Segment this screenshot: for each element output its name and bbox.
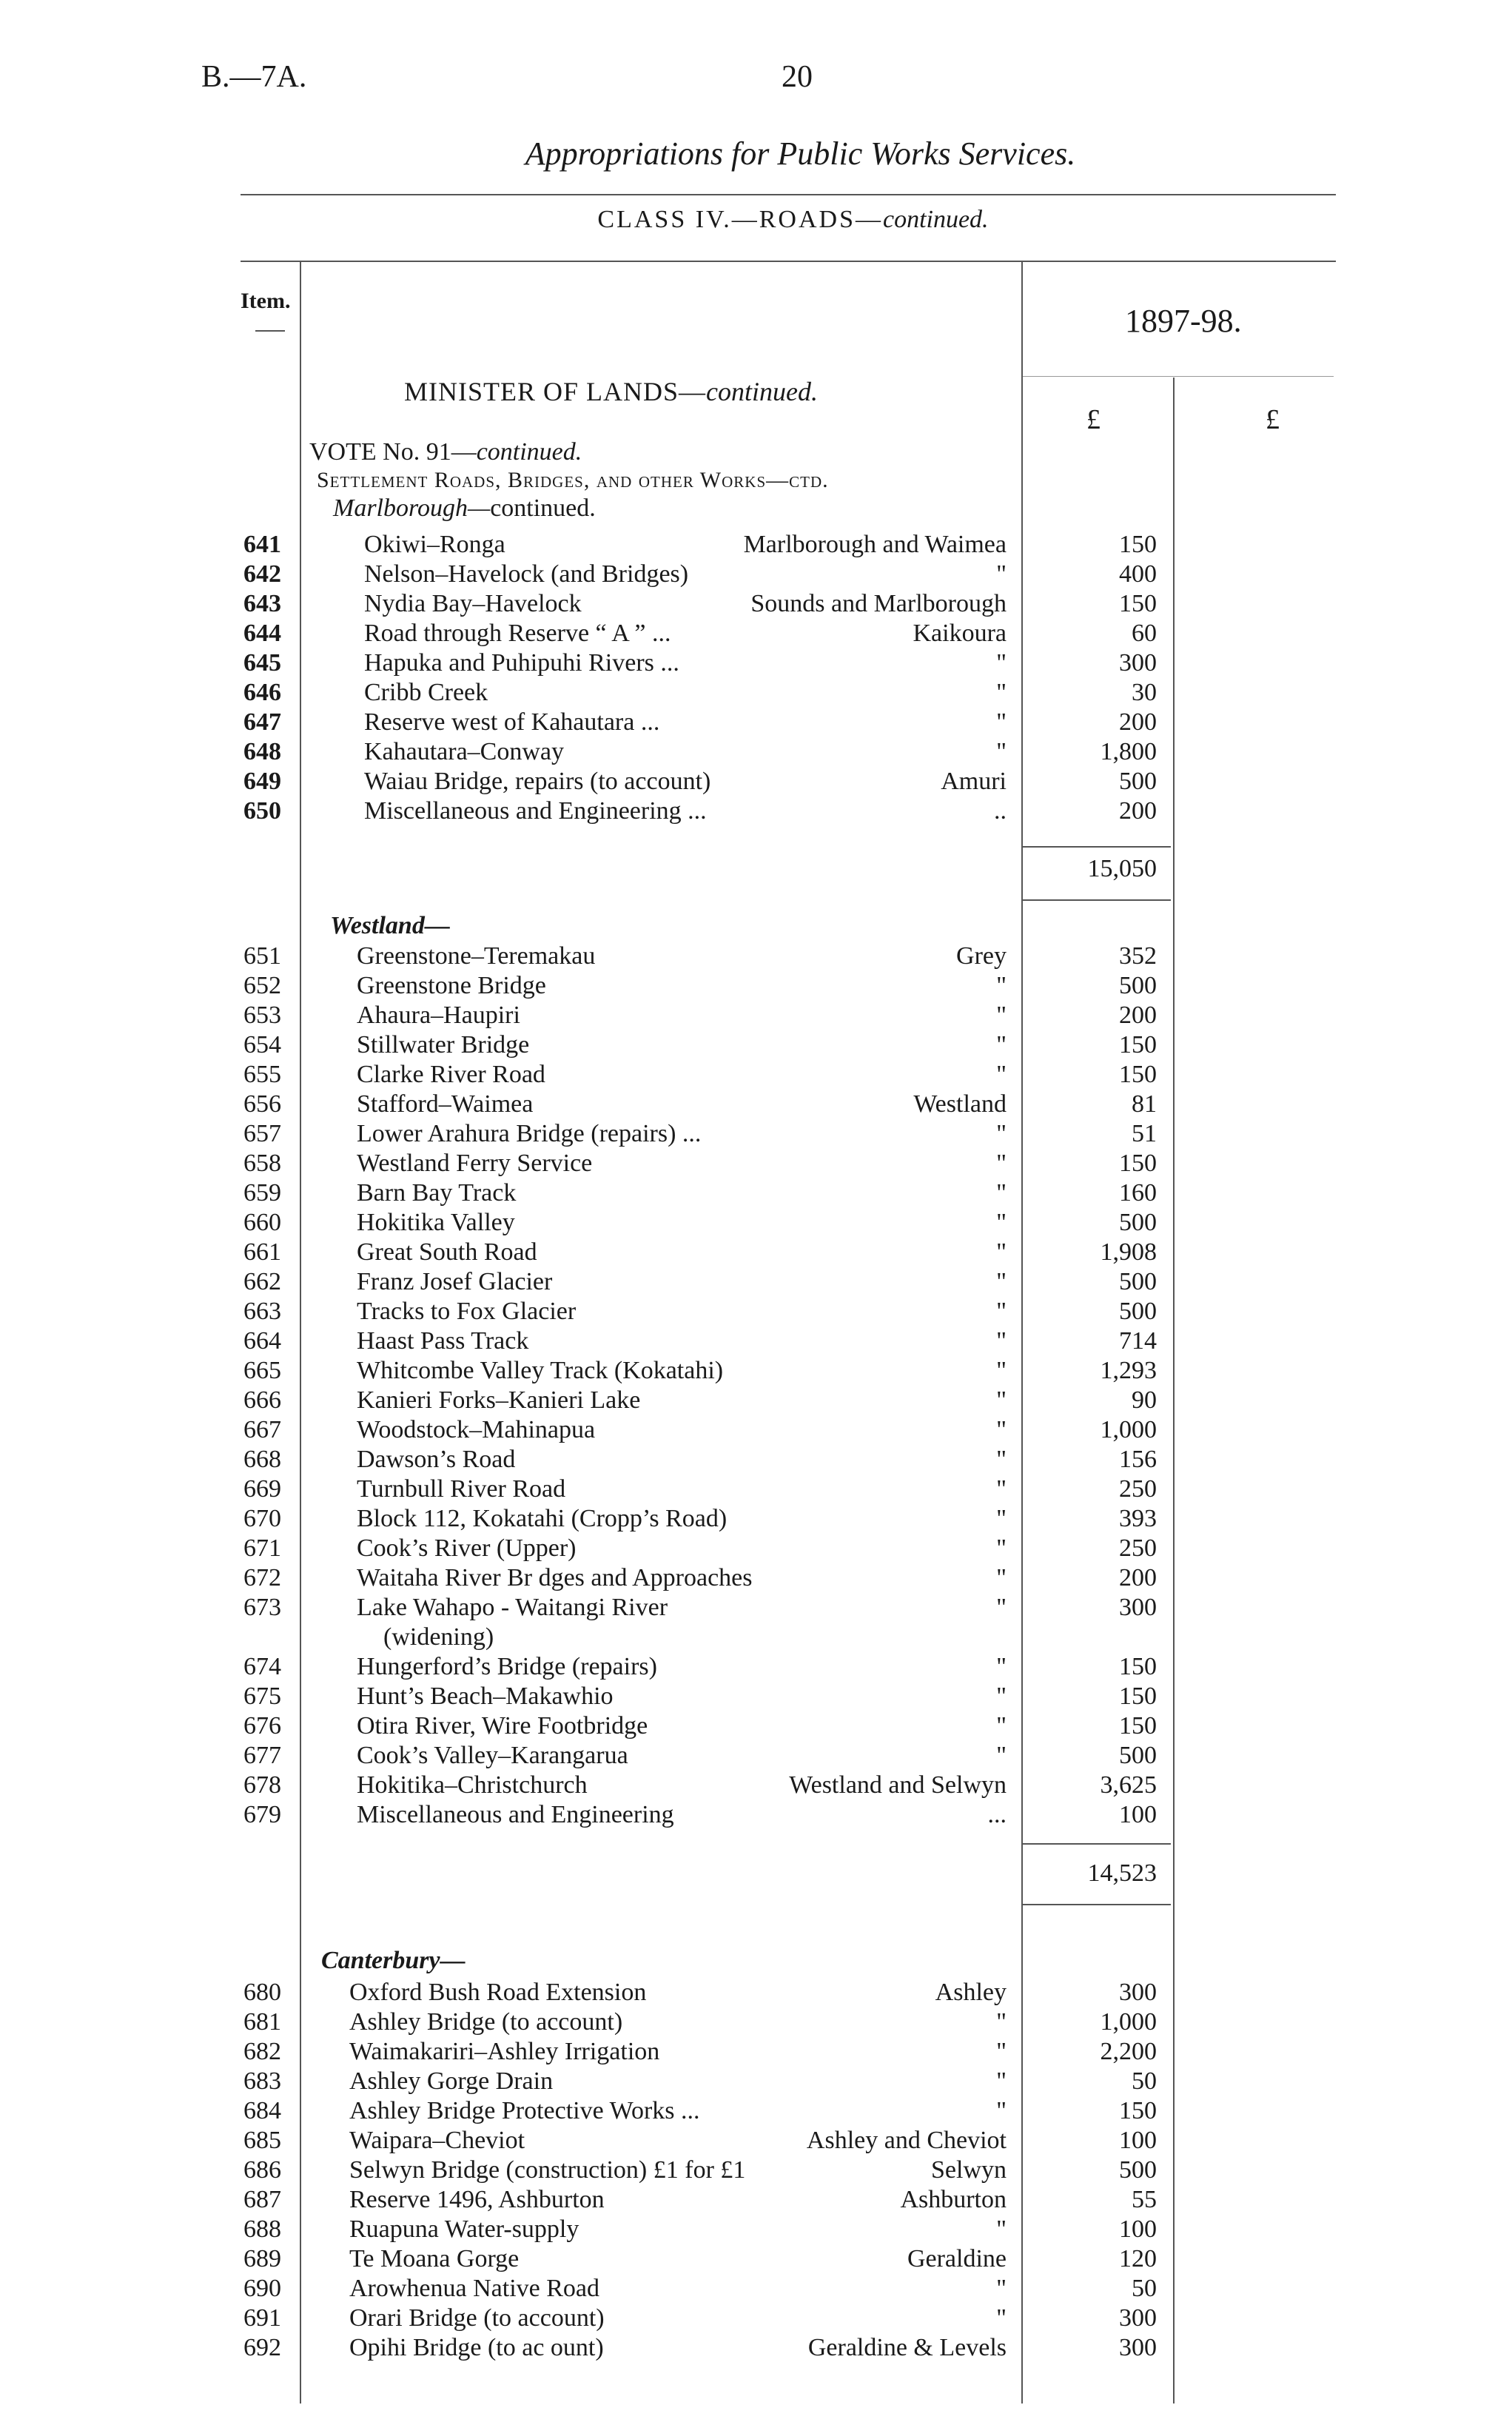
item-number: 666 xyxy=(243,1386,281,1414)
item-number: 670 xyxy=(243,1505,281,1532)
marlborough-label: Marlborough— xyxy=(333,494,491,522)
item-amount: 393 xyxy=(1119,1505,1157,1532)
table-row xyxy=(0,708,1512,737)
item-amount: 1,293 xyxy=(1100,1357,1157,1384)
item-description: Orari Bridge (to account) xyxy=(349,2304,605,2332)
table-row xyxy=(0,589,1512,619)
ministry-name: MINISTER OF LANDS— xyxy=(404,377,707,406)
item-description: Hokitika–Christchurch xyxy=(357,1771,588,1799)
item-number: 690 xyxy=(243,2275,281,2302)
item-number: 676 xyxy=(243,1712,281,1740)
item-number: 678 xyxy=(243,1771,281,1799)
table-row xyxy=(0,1030,1512,1060)
ministry-continued: continued. xyxy=(706,377,818,406)
item-district: " xyxy=(996,1386,1007,1414)
item-district: Westland xyxy=(913,1090,1007,1118)
vote-continued: continued. xyxy=(476,438,582,466)
item-description: Hungerford’s Bridge (repairs) xyxy=(357,1653,657,1680)
item-number: 659 xyxy=(243,1179,281,1207)
item-description: Clarke River Road xyxy=(357,1061,545,1088)
item-district: " xyxy=(996,1031,1007,1059)
item-number: 674 xyxy=(243,1653,281,1680)
item-number: 685 xyxy=(243,2127,281,2154)
item-description: Greenstone–Teremakau xyxy=(357,942,596,970)
table-row xyxy=(0,1297,1512,1326)
item-amount: 90 xyxy=(1132,1386,1157,1414)
item-description: Whitcombe Valley Track (Kokatahi) xyxy=(357,1357,724,1384)
item-number: 680 xyxy=(243,1979,281,2006)
item-district: ... xyxy=(987,1801,1007,1828)
item-district: " xyxy=(996,2008,1007,2036)
ministry-heading xyxy=(404,376,818,407)
item-district: Sounds and Marlborough xyxy=(750,590,1007,617)
table-row xyxy=(0,1711,1512,1741)
year-column-header: 1897-98. xyxy=(1125,303,1242,339)
item-description: Ashley Bridge (to account) xyxy=(349,2008,623,2036)
item-amount: 2,200 xyxy=(1100,2038,1157,2065)
class-rule xyxy=(241,261,1336,262)
table-row xyxy=(0,1178,1512,1208)
item-district: Amuri xyxy=(941,768,1007,795)
item-amount: 200 xyxy=(1119,797,1157,825)
item-district: " xyxy=(996,1061,1007,1088)
item-amount: 30 xyxy=(1132,679,1157,706)
item-description: Franz Josef Glacier xyxy=(357,1268,553,1295)
item-number: 665 xyxy=(243,1357,281,1384)
item-number: 683 xyxy=(243,2067,281,2095)
item-amount: 200 xyxy=(1119,1002,1157,1029)
item-number: 687 xyxy=(243,2186,281,2213)
table-row xyxy=(0,530,1512,560)
item-amount: 50 xyxy=(1132,2067,1157,2095)
item-district: " xyxy=(996,1683,1007,1710)
item-description: Ahaura–Haupiri xyxy=(357,1002,520,1029)
table-row xyxy=(0,1445,1512,1475)
item-description: Miscellaneous and Engineering xyxy=(357,1801,674,1828)
item-number: 682 xyxy=(243,2038,281,2065)
item-amount: 100 xyxy=(1119,2127,1157,2154)
item-head-rule xyxy=(255,330,285,332)
item-district: Grey xyxy=(956,942,1007,970)
item-description: Te Moana Gorge xyxy=(349,2245,520,2272)
item-description: Otira River, Wire Footbridge xyxy=(357,1712,648,1740)
table-row-continuation xyxy=(0,1623,1512,1652)
item-district: " xyxy=(996,1446,1007,1473)
item-description: Cook’s Valley–Karangarua xyxy=(357,1742,628,1769)
item-description: Hapuka and Puhipuhi Rivers ... xyxy=(364,649,679,677)
item-amount: 120 xyxy=(1119,2245,1157,2272)
item-number: 641 xyxy=(243,531,281,558)
item-description: Stillwater Bridge xyxy=(357,1031,530,1059)
item-amount: 352 xyxy=(1119,942,1157,970)
table-row xyxy=(0,1682,1512,1711)
item-amount: 1,800 xyxy=(1100,738,1157,765)
item-amount: 200 xyxy=(1119,1564,1157,1591)
item-number: 660 xyxy=(243,1209,281,1236)
item-number: 644 xyxy=(243,620,281,647)
item-district: Westland and Selwyn xyxy=(789,1771,1007,1799)
item-district: .. xyxy=(994,797,1007,825)
item-amount: 300 xyxy=(1119,649,1157,677)
class-title-main: CLASS IV.—ROADS— xyxy=(597,206,883,233)
item-amount: 150 xyxy=(1119,1712,1157,1740)
item-number: 647 xyxy=(243,708,281,736)
item-amount: 400 xyxy=(1119,560,1157,588)
item-number: 648 xyxy=(243,738,281,765)
item-description: Ashley Gorge Drain xyxy=(349,2067,554,2095)
item-number: 656 xyxy=(243,1090,281,1118)
item-amount: 55 xyxy=(1132,2186,1157,2213)
table-row xyxy=(0,678,1512,708)
table-row xyxy=(0,2037,1512,2067)
item-amount: 250 xyxy=(1119,1534,1157,1562)
item-description: Tracks to Fox Glacier xyxy=(357,1298,577,1325)
item-number: 689 xyxy=(243,2245,281,2272)
item-amount: 100 xyxy=(1119,2215,1157,2243)
table-row xyxy=(0,2304,1512,2333)
item-number: 669 xyxy=(243,1475,281,1503)
item-amount: 150 xyxy=(1119,2097,1157,2124)
item-amount: 300 xyxy=(1119,1979,1157,2006)
item-district: " xyxy=(996,1238,1007,1266)
currency-symbol-2: £ xyxy=(1266,404,1280,435)
item-district: " xyxy=(996,1534,1007,1562)
item-description: Barn Bay Track xyxy=(357,1179,517,1207)
table-row xyxy=(0,1238,1512,1267)
item-number: 655 xyxy=(243,1061,281,1088)
item-description: Hokitika Valley xyxy=(357,1209,515,1236)
item-amount: 150 xyxy=(1119,590,1157,617)
item-number: 691 xyxy=(243,2304,281,2332)
table-row xyxy=(0,1978,1512,2007)
title-rule xyxy=(241,194,1336,195)
item-district: " xyxy=(996,560,1007,588)
marlborough-subtotal-rule xyxy=(1023,846,1171,848)
item-number: 673 xyxy=(243,1594,281,1621)
table-row xyxy=(0,1563,1512,1593)
item-district: " xyxy=(996,1475,1007,1503)
table-row xyxy=(0,2067,1512,2096)
item-amount: 50 xyxy=(1132,2275,1157,2302)
table-row xyxy=(0,737,1512,767)
item-amount: 300 xyxy=(1119,1594,1157,1621)
table-row xyxy=(0,942,1512,971)
item-amount: 150 xyxy=(1119,531,1157,558)
item-district: Ashley and Cheviot xyxy=(806,2127,1007,2154)
item-description: Westland Ferry Service xyxy=(357,1150,593,1177)
item-description: Reserve 1496, Ashburton xyxy=(349,2186,605,2213)
item-district: " xyxy=(996,1712,1007,1740)
item-amount: 300 xyxy=(1119,2304,1157,2332)
item-description: Great South Road xyxy=(357,1238,537,1266)
item-number: 681 xyxy=(243,2008,281,2036)
marlborough-total: 15,050 xyxy=(1087,855,1157,882)
item-district: " xyxy=(996,1298,1007,1325)
item-district: " xyxy=(996,1268,1007,1295)
item-description: Cribb Creek xyxy=(364,679,488,706)
item-description: Cook’s River (Upper) xyxy=(357,1534,577,1562)
table-row xyxy=(0,1090,1512,1119)
item-district: " xyxy=(996,1505,1007,1532)
item-district: Kaikoura xyxy=(913,620,1007,647)
item-district: " xyxy=(996,2275,1007,2302)
item-amount: 500 xyxy=(1119,1209,1157,1236)
item-description: Stafford–Waimea xyxy=(357,1090,534,1118)
item-description: Hunt’s Beach–Makawhio xyxy=(357,1683,614,1710)
item-description: Kanieri Forks–Kanieri Lake xyxy=(357,1386,641,1414)
item-column-header: Item. xyxy=(241,289,291,313)
item-number: 671 xyxy=(243,1534,281,1562)
item-description: Greenstone Bridge xyxy=(357,972,546,999)
item-district: " xyxy=(996,2304,1007,2332)
table-row xyxy=(0,1593,1512,1623)
table-row xyxy=(0,2156,1512,2185)
westland-total-rule xyxy=(1023,1904,1171,1905)
table-row xyxy=(0,2215,1512,2244)
westland-total: 14,523 xyxy=(1087,1859,1157,1887)
westland-subtotal-rule xyxy=(1023,1843,1171,1845)
item-amount: 300 xyxy=(1119,2334,1157,2361)
item-amount: 150 xyxy=(1119,1031,1157,1059)
item-description: Waimakariri–Ashley Irrigation xyxy=(349,2038,660,2065)
item-number: 649 xyxy=(243,768,281,795)
item-district: " xyxy=(996,2038,1007,2065)
table-row xyxy=(0,1208,1512,1238)
item-amount: 150 xyxy=(1119,1061,1157,1088)
item-number: 662 xyxy=(243,1268,281,1295)
table-row xyxy=(0,1534,1512,1563)
item-amount: 60 xyxy=(1132,620,1157,647)
item-description: Nydia Bay–Havelock xyxy=(364,590,582,617)
vote-number: VOTE No. 91— xyxy=(309,438,477,466)
vote-heading xyxy=(309,438,582,466)
table-row xyxy=(0,2096,1512,2126)
table-row xyxy=(0,1060,1512,1090)
westland-heading: Westland— xyxy=(330,912,450,939)
table-row xyxy=(0,1326,1512,1356)
item-description-continued: (widening) xyxy=(383,1623,494,1651)
table-row xyxy=(0,1356,1512,1386)
item-number: 661 xyxy=(243,1238,281,1266)
table-row xyxy=(0,2007,1512,2037)
item-number: 684 xyxy=(243,2097,281,2124)
page-number: 20 xyxy=(782,60,813,94)
table-row xyxy=(0,1771,1512,1800)
item-number: 652 xyxy=(243,972,281,999)
item-amount: 200 xyxy=(1119,708,1157,736)
item-number: 653 xyxy=(243,1002,281,1029)
item-number: 651 xyxy=(243,942,281,970)
item-number: 646 xyxy=(243,679,281,706)
item-amount: 500 xyxy=(1119,768,1157,795)
item-number: 668 xyxy=(243,1446,281,1473)
item-district: " xyxy=(996,679,1007,706)
item-description: Nelson–Havelock (and Bridges) xyxy=(364,560,689,588)
table-row xyxy=(0,619,1512,648)
canterbury-heading: Canterbury— xyxy=(321,1947,466,1974)
item-district: " xyxy=(996,708,1007,736)
item-district: " xyxy=(996,972,1007,999)
table-row xyxy=(0,1149,1512,1178)
item-number: 664 xyxy=(243,1327,281,1355)
table-row xyxy=(0,1475,1512,1504)
item-number: 663 xyxy=(243,1298,281,1325)
item-description: Miscellaneous and Engineering ... xyxy=(364,797,707,825)
vote-subheading: Settlement Roads, Bridges, and other Works—ctd. xyxy=(317,468,829,492)
item-district: " xyxy=(996,1120,1007,1147)
item-number: 672 xyxy=(243,1564,281,1591)
table-row xyxy=(0,767,1512,796)
item-amount: 250 xyxy=(1119,1475,1157,1503)
item-number: 650 xyxy=(243,797,281,825)
item-description: Haast Pass Track xyxy=(357,1327,529,1355)
document-reference: B.—7A. xyxy=(201,60,307,94)
item-district: Geraldine xyxy=(907,2245,1007,2272)
item-district: Ashburton xyxy=(900,2186,1007,2213)
item-number: 658 xyxy=(243,1150,281,1177)
table-row xyxy=(0,560,1512,589)
table-row xyxy=(0,1741,1512,1771)
table-row xyxy=(0,1504,1512,1534)
table-row xyxy=(0,2274,1512,2304)
item-description: Arowhenua Native Road xyxy=(349,2275,600,2302)
table-row xyxy=(0,1267,1512,1297)
item-district: " xyxy=(996,2067,1007,2095)
item-number: 642 xyxy=(243,560,281,588)
item-district: " xyxy=(996,738,1007,765)
item-description: Woodstock–Mahinapua xyxy=(357,1416,596,1443)
item-district: " xyxy=(996,1594,1007,1621)
item-number: 667 xyxy=(243,1416,281,1443)
item-amount: 500 xyxy=(1119,1298,1157,1325)
item-amount: 500 xyxy=(1119,1742,1157,1769)
item-number: 643 xyxy=(243,590,281,617)
item-district: " xyxy=(996,2215,1007,2243)
marlborough-continued: continued. xyxy=(490,494,596,522)
item-district: Selwyn xyxy=(931,2156,1007,2184)
table-row xyxy=(0,1386,1512,1415)
item-amount: 1,908 xyxy=(1100,1238,1157,1266)
item-district: " xyxy=(996,1416,1007,1443)
item-amount: 156 xyxy=(1119,1446,1157,1473)
item-district: " xyxy=(996,1742,1007,1769)
item-description: Oxford Bush Road Extension xyxy=(349,1979,647,2006)
table-row xyxy=(0,1800,1512,1830)
item-amount: 3,625 xyxy=(1100,1771,1157,1799)
item-description: Block 112, Kokatahi (Cropp’s Road) xyxy=(357,1505,728,1532)
item-district: Marlborough and Waimea xyxy=(743,531,1007,558)
marlborough-total-rule xyxy=(1023,899,1171,901)
year-head-rule xyxy=(1023,376,1334,377)
item-district: " xyxy=(996,1564,1007,1591)
item-district: " xyxy=(996,1653,1007,1680)
item-amount: 500 xyxy=(1119,972,1157,999)
class-title xyxy=(0,206,1512,234)
item-amount: 1,000 xyxy=(1100,1416,1157,1443)
item-amount: 150 xyxy=(1119,1150,1157,1177)
item-district: " xyxy=(996,1357,1007,1384)
table-row xyxy=(0,1001,1512,1030)
table-row xyxy=(0,1119,1512,1149)
item-amount: 150 xyxy=(1119,1683,1157,1710)
item-amount: 51 xyxy=(1132,1120,1157,1147)
item-amount: 160 xyxy=(1119,1179,1157,1207)
item-description: Okiwi–Ronga xyxy=(364,531,505,558)
item-description: Lake Wahapo - Waitangi River xyxy=(357,1594,668,1621)
item-amount: 500 xyxy=(1119,1268,1157,1295)
table-row xyxy=(0,796,1512,826)
item-description: Ruapuna Water-supply xyxy=(349,2215,579,2243)
item-description: Turnbull River Road xyxy=(357,1475,566,1503)
page-title: Appropriations for Public Works Services. xyxy=(525,135,1076,172)
item-district: Ashley xyxy=(935,1979,1007,2006)
item-description: Reserve west of Kahautara ... xyxy=(364,708,660,736)
item-number: 654 xyxy=(243,1031,281,1059)
item-description: Selwyn Bridge (construction) £1 for £1 xyxy=(349,2156,746,2184)
item-district: " xyxy=(996,1179,1007,1207)
table-row xyxy=(0,2126,1512,2156)
item-amount: 81 xyxy=(1132,1090,1157,1118)
item-number: 677 xyxy=(243,1742,281,1769)
item-description: Road through Reserve “ A ” ... xyxy=(364,620,671,647)
item-district: " xyxy=(996,1150,1007,1177)
item-amount: 500 xyxy=(1119,2156,1157,2184)
item-amount: 100 xyxy=(1119,1801,1157,1828)
item-description: Ashley Bridge Protective Works ... xyxy=(349,2097,700,2124)
table-row xyxy=(0,971,1512,1001)
item-number: 657 xyxy=(243,1120,281,1147)
table-row xyxy=(0,2244,1512,2274)
table-row xyxy=(0,1415,1512,1445)
item-number: 686 xyxy=(243,2156,281,2184)
item-amount: 150 xyxy=(1119,1653,1157,1680)
item-number: 688 xyxy=(243,2215,281,2243)
item-number: 675 xyxy=(243,1683,281,1710)
item-description: Waipara–Cheviot xyxy=(349,2127,525,2154)
item-description: Waitaha River Br dges and Approaches xyxy=(357,1564,753,1591)
table-row xyxy=(0,2333,1512,2363)
marlborough-heading xyxy=(333,494,596,523)
item-district: " xyxy=(996,649,1007,677)
table-row xyxy=(0,1652,1512,1682)
item-amount: 1,000 xyxy=(1100,2008,1157,2036)
item-amount: 714 xyxy=(1119,1327,1157,1355)
item-description: Waiau Bridge, repairs (to account) xyxy=(364,768,711,795)
item-number: 692 xyxy=(243,2334,281,2361)
item-description: Dawson’s Road xyxy=(357,1446,516,1473)
item-district: " xyxy=(996,1002,1007,1029)
item-number: 645 xyxy=(243,649,281,677)
class-title-continued: continued. xyxy=(882,206,989,233)
item-district: " xyxy=(996,2097,1007,2124)
item-district: Geraldine & Levels xyxy=(807,2334,1007,2361)
item-description: Kahautara–Conway xyxy=(364,738,565,765)
item-description: Opihi Bridge (to ac ount) xyxy=(349,2334,604,2361)
table-row xyxy=(0,2185,1512,2215)
table-row xyxy=(0,648,1512,678)
item-number: 679 xyxy=(243,1801,281,1828)
currency-symbol-1: £ xyxy=(1086,404,1101,435)
item-district: " xyxy=(996,1209,1007,1236)
item-district: " xyxy=(996,1327,1007,1355)
item-description: Lower Arahura Bridge (repairs) ... xyxy=(357,1120,702,1147)
